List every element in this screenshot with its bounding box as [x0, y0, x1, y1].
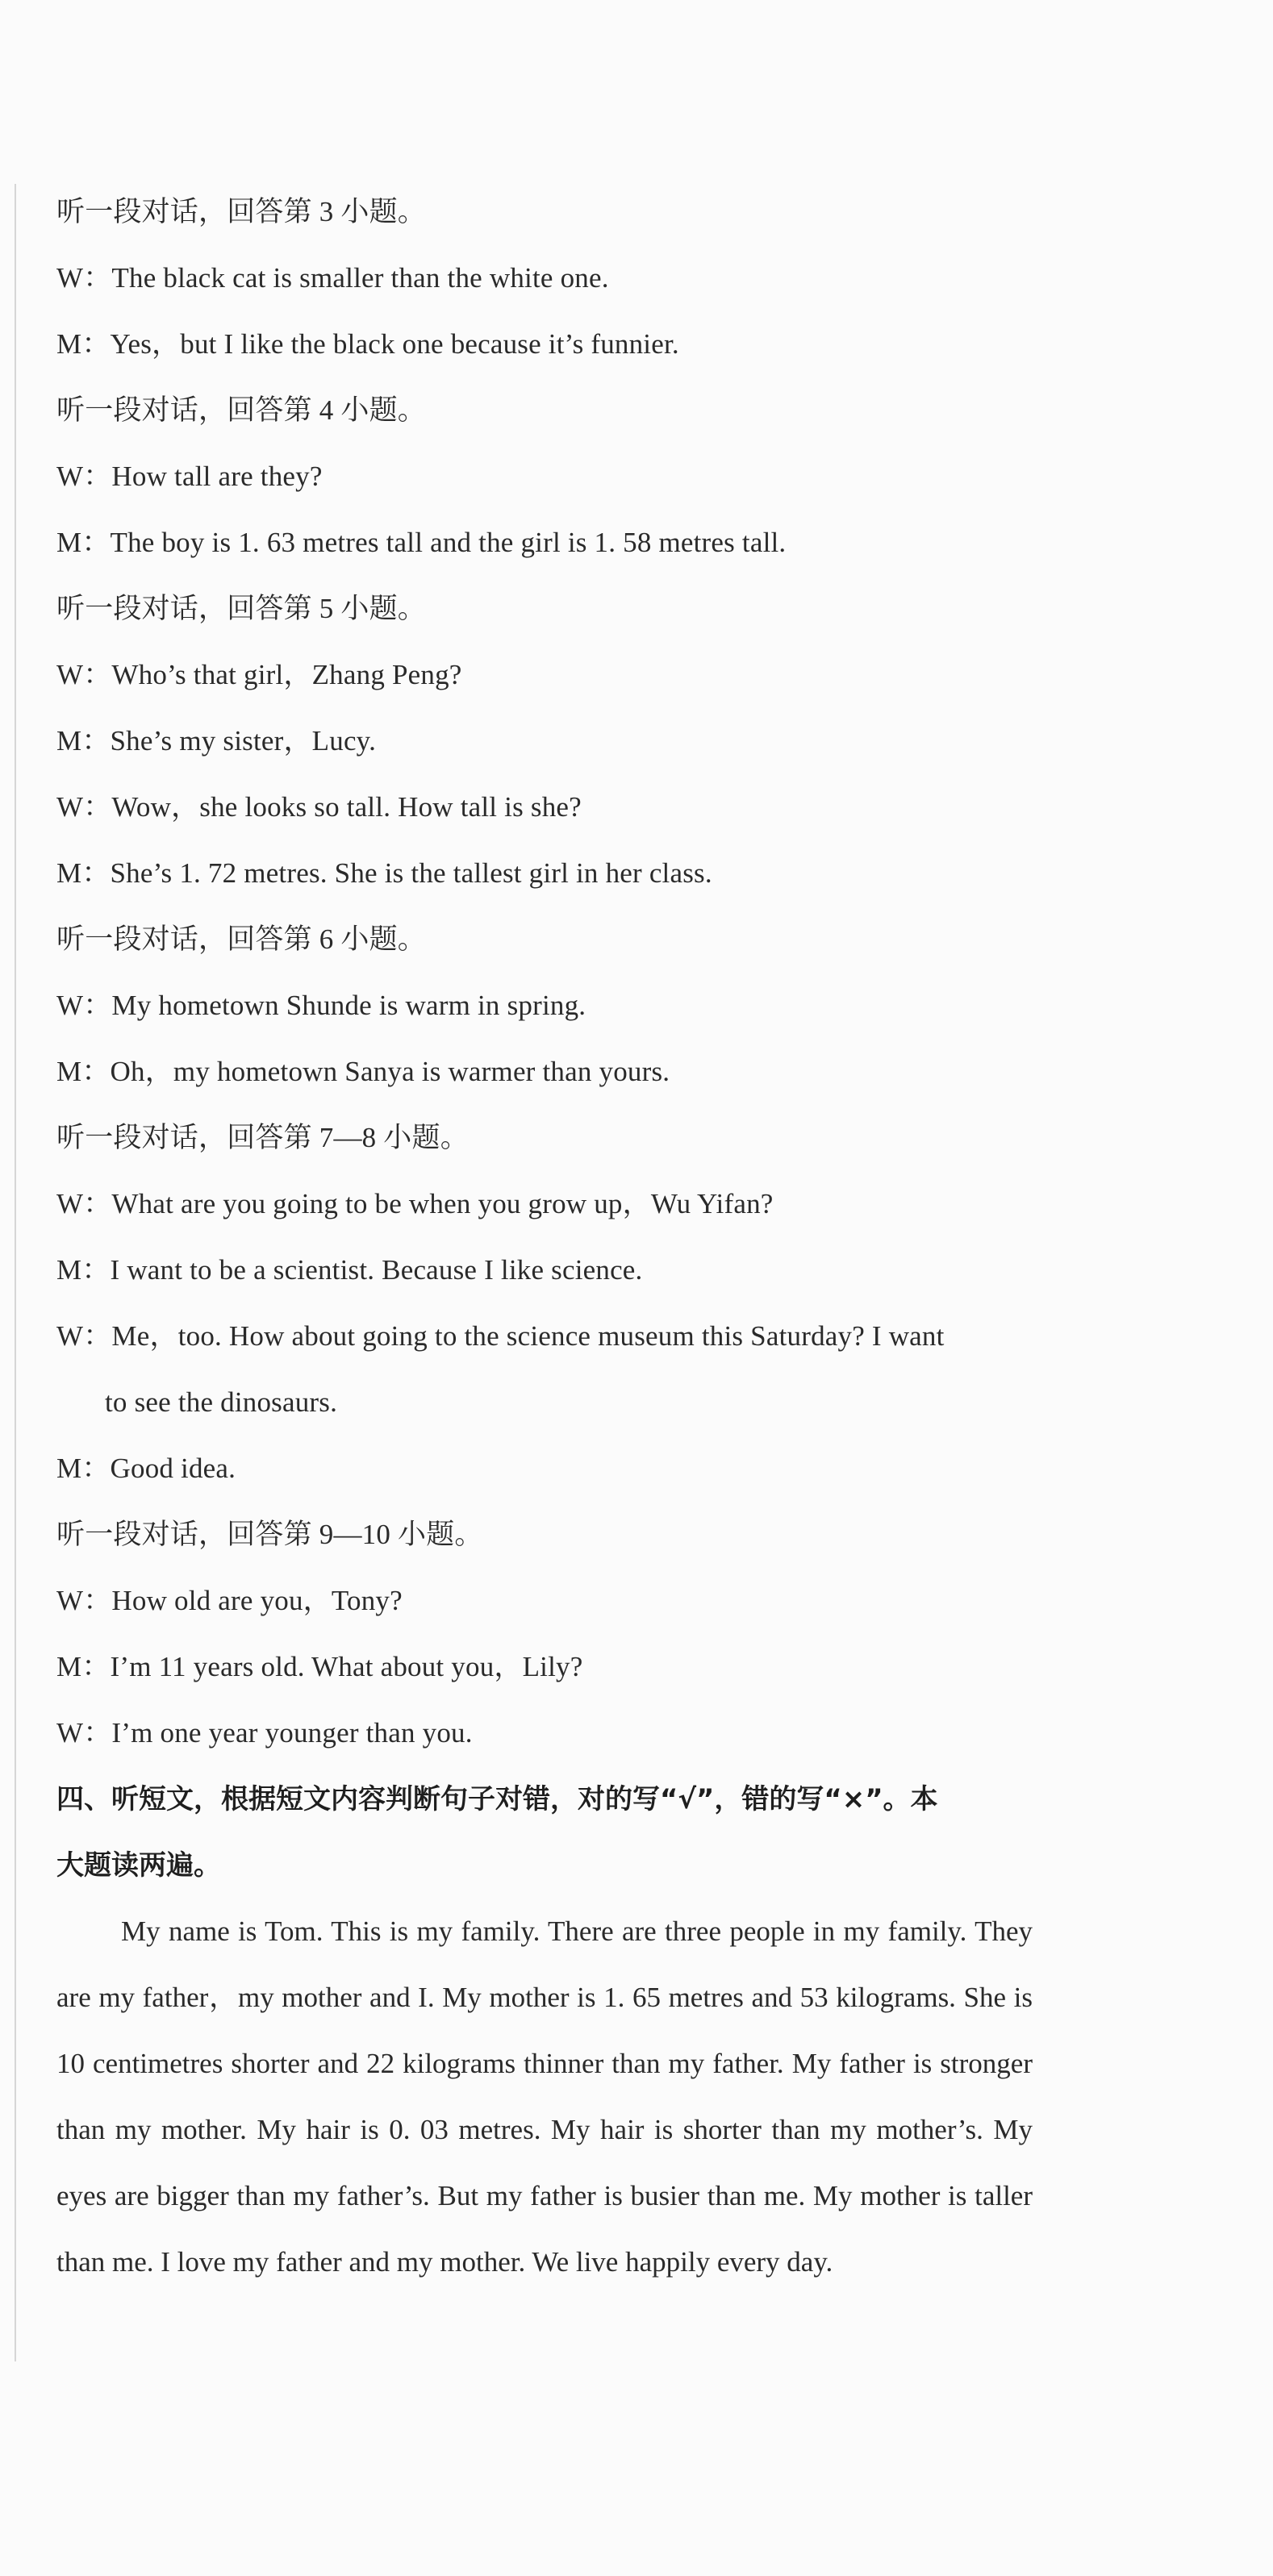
- transcript-line: M：Yes，but I like the black one because it’s funnier.: [56, 328, 679, 360]
- transcript-line: M：I want to be a scientist. Because I like science.: [56, 1254, 643, 1286]
- section-heading-line: 大题读两遍。: [56, 1849, 221, 1882]
- transcript-line: W：What are you going to be when you grow up，Wu Yifan?: [56, 1188, 774, 1219]
- transcript-line: M：She’s 1. 72 metres. She is the tallest girl in her class.: [56, 857, 712, 889]
- transcript-line: W：How tall are they?: [56, 461, 323, 492]
- transcript-line: W：Who’s that girl，Zhang Peng?: [56, 659, 462, 690]
- transcript-line: M：The boy is 1. 63 metres tall and the girl is 1. 58 metres tall.: [56, 527, 787, 558]
- transcript-line: W：Wow，she looks so tall. How tall is she?: [56, 791, 582, 823]
- transcript-line: W：Me，too. How about going to the science museum this Saturday? I want: [56, 1320, 945, 1352]
- transcript-line: M：Oh，my hometown Sanya is warmer than yours.: [56, 1056, 670, 1087]
- transcript-line: M：Good idea.: [56, 1453, 236, 1484]
- transcript-line: M：I’m 11 years old. What about you，Lily?: [56, 1651, 583, 1682]
- page-content: [56, 179, 1041, 2295]
- passage-paragraph: My name is Tom. This is my family. There are three people in my family. They are my father，my mother and I. My mother is 1. 65 metres and 53 kilograms. She is 10 centimetres shorter and 22 kilograms thinner than my father. My father is stronger than my mother. My hair is 0. 03 metres. My hair is shorter than my mother’s. My eyes are bigger than my father’s. But my father is busier than me. My mother is taller than me. I love my father and my mother. We live happily every day.: [56, 1915, 1033, 2278]
- transcript-line: W：How old are you，Tony?: [56, 1585, 403, 1616]
- transcript-line: 听一段对话，回答第 3 小题。: [56, 196, 427, 227]
- transcript-lines: [56, 179, 1041, 1766]
- transcript-line: 听一段对话，回答第 5 小题。: [56, 593, 427, 624]
- transcript-line: 听一段对话，回答第 7—8 小题。: [56, 1122, 469, 1153]
- section-heading-line: 四、听短文，根据短文内容判断句子对错，对的写“√”，错的写“×”。本: [56, 1783, 938, 1815]
- transcript-line: W：My hometown Shunde is warm in spring.: [56, 990, 586, 1021]
- transcript-line: W：I’m one year younger than you.: [56, 1717, 473, 1749]
- transcript-line: W：The black cat is smaller than the white one.: [56, 262, 609, 294]
- section-heading: [56, 1766, 1041, 1899]
- transcript-line: 听一段对话，回答第 4 小题。: [56, 394, 427, 426]
- transcript-line: 听一段对话，回答第 6 小题。: [56, 923, 427, 955]
- transcript-line: M：She’s my sister，Lucy.: [56, 725, 377, 757]
- transcript-line: 听一段对话，回答第 9—10 小题。: [56, 1519, 483, 1550]
- margin-rule: [15, 184, 16, 2361]
- transcript-line: to see the dinosaurs.: [105, 1386, 338, 1418]
